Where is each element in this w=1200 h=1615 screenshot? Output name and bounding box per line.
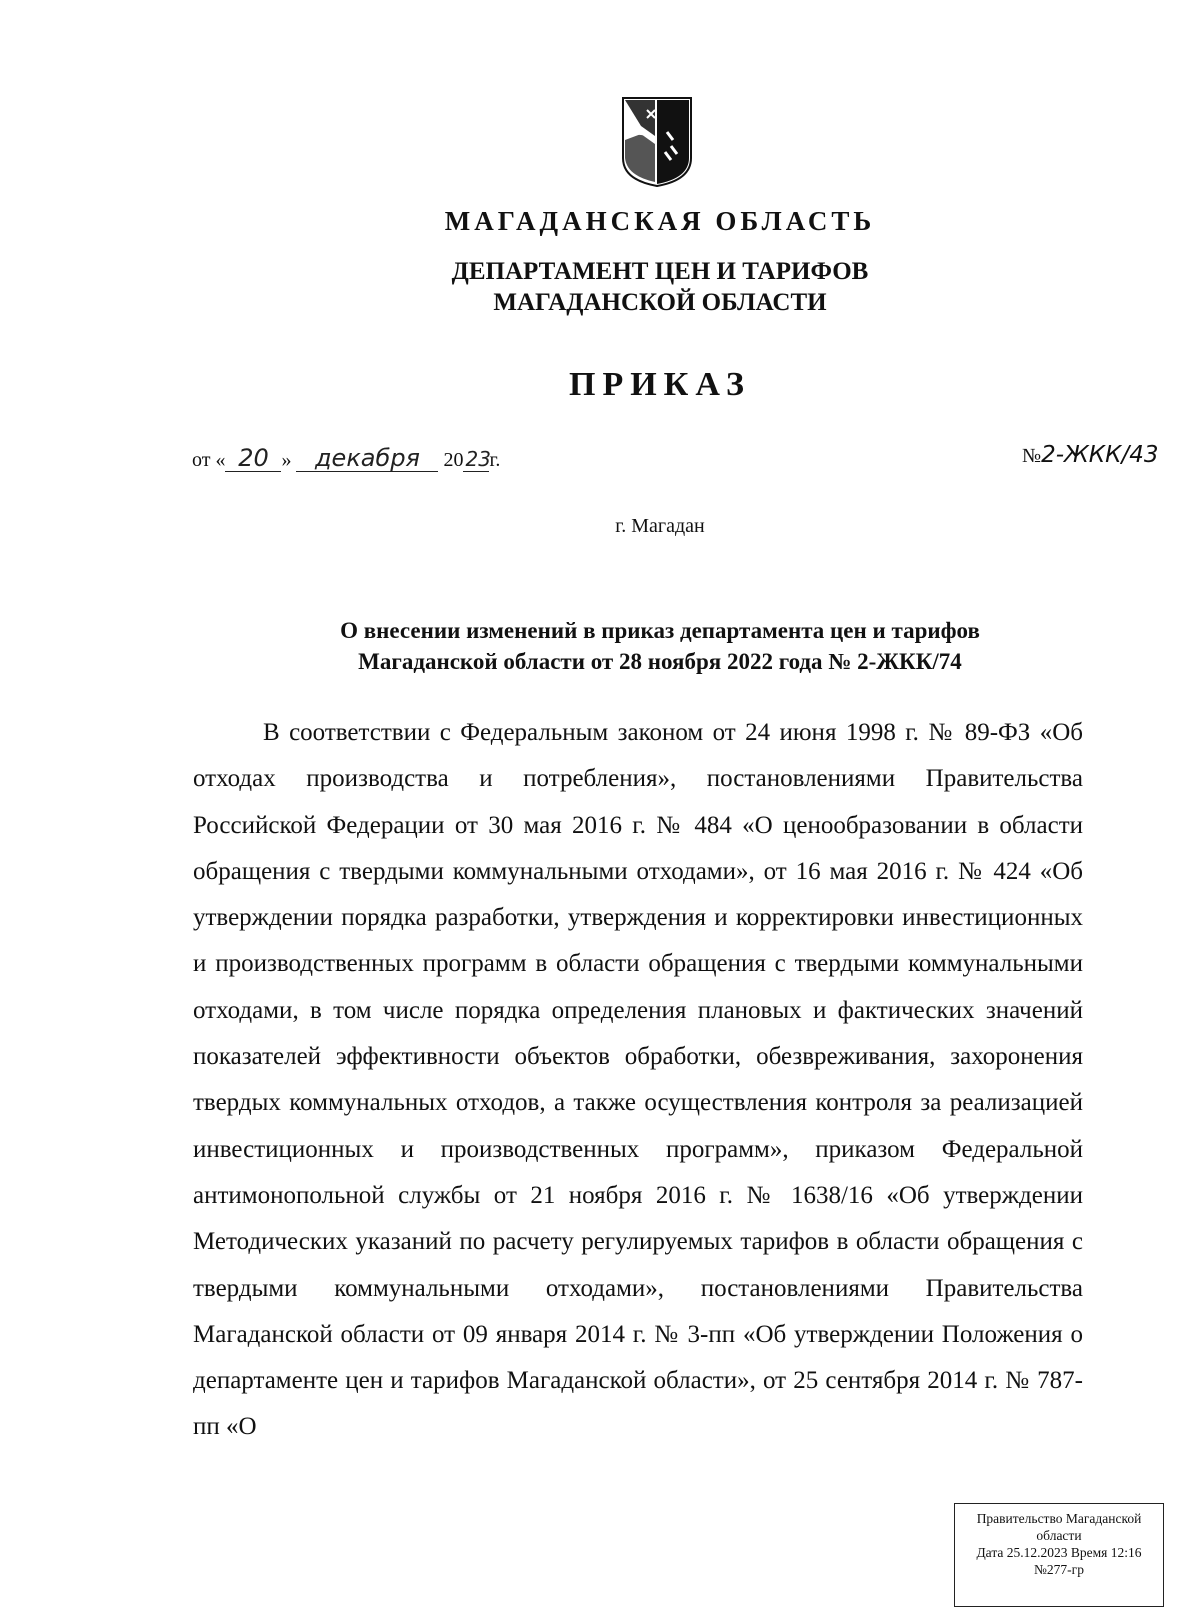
- date-month: декабря: [314, 444, 420, 472]
- subject-line2: Магаданской области от 28 ноября 2022 года № 2-ЖКК/74: [358, 649, 962, 674]
- stamp-line2: области: [1036, 1528, 1082, 1543]
- city-name: г. Магадан: [615, 515, 705, 537]
- order-date: [192, 444, 500, 472]
- stamp-line3: Дата 25.12.2023 Время 12:16: [976, 1545, 1142, 1560]
- body-paragraph: В соответствии с Федеральным законом от 24 июня 1998 г. № 89-ФЗ «Об отходах производства и потребления», постановлениями Правительства Российской Федерации от 30 мая 2016 г. № 484 «О ценообразовании в области обращения с твердыми коммунальными отходами», от 16 мая 2016 г. № 424 «Об утверждении порядка разработки, утверждения и корректировки инвестиционных и производственных программ в области обращения с твердыми коммунальными отходами, в том числе порядка определения плановых и фактических значений показателей эффективности объектов обработки, обезвреживания, захоронения твердых коммунальных отходов, а также осуществления контроля за реализацией инвестиционных и производственных программ», приказом Федеральной антимонопольной службы от 21 ноября 2016 г. № 1638/16 «Об утверждении Методических указаний по расчету регулируемых тарифов в области обращения с твердыми коммунальными отходами», постановлениями Правительства Магаданской области от 09 января 2014 г. № 3-пп «Об утверждении Положения о департаменте цен и тарифов Магаданской области», от 25 сентября 2014 г. № 787-пп «О: [193, 719, 1083, 1441]
- department-title-line2: МАГАДАНСКОЙ ОБЛАСТИ: [493, 289, 827, 316]
- number-value: 2-ЖКК/43: [1041, 442, 1159, 468]
- document-type-title: ПРИКАЗ: [569, 366, 751, 403]
- date-day: 20: [238, 444, 269, 472]
- order-number: [1022, 442, 1158, 468]
- subject-line1: О внесении изменений в приказ департамента цен и тарифов: [340, 618, 980, 643]
- stamp-line1: Правительство Магаданской: [976, 1511, 1142, 1526]
- date-year-end: г.: [489, 449, 501, 471]
- date-prefix: от «: [192, 449, 226, 471]
- stamp-line4: №277-гр: [1034, 1562, 1084, 1577]
- department-title-line1: ДЕПАРТАМЕНТ ЦЕН И ТАРИФОВ: [451, 258, 869, 285]
- coat-of-arms-icon: [621, 96, 693, 188]
- department-title: [0, 256, 1200, 318]
- region-title: МАГАДАНСКАЯ ОБЛАСТЬ: [444, 206, 876, 236]
- registration-stamp: [954, 1503, 1164, 1607]
- date-year-prefix: 20: [443, 449, 464, 471]
- order-subject: [190, 615, 1130, 677]
- number-prefix: №: [1022, 445, 1042, 467]
- date-day-suffix: »: [281, 449, 292, 471]
- date-year-suffix: 23: [465, 447, 491, 471]
